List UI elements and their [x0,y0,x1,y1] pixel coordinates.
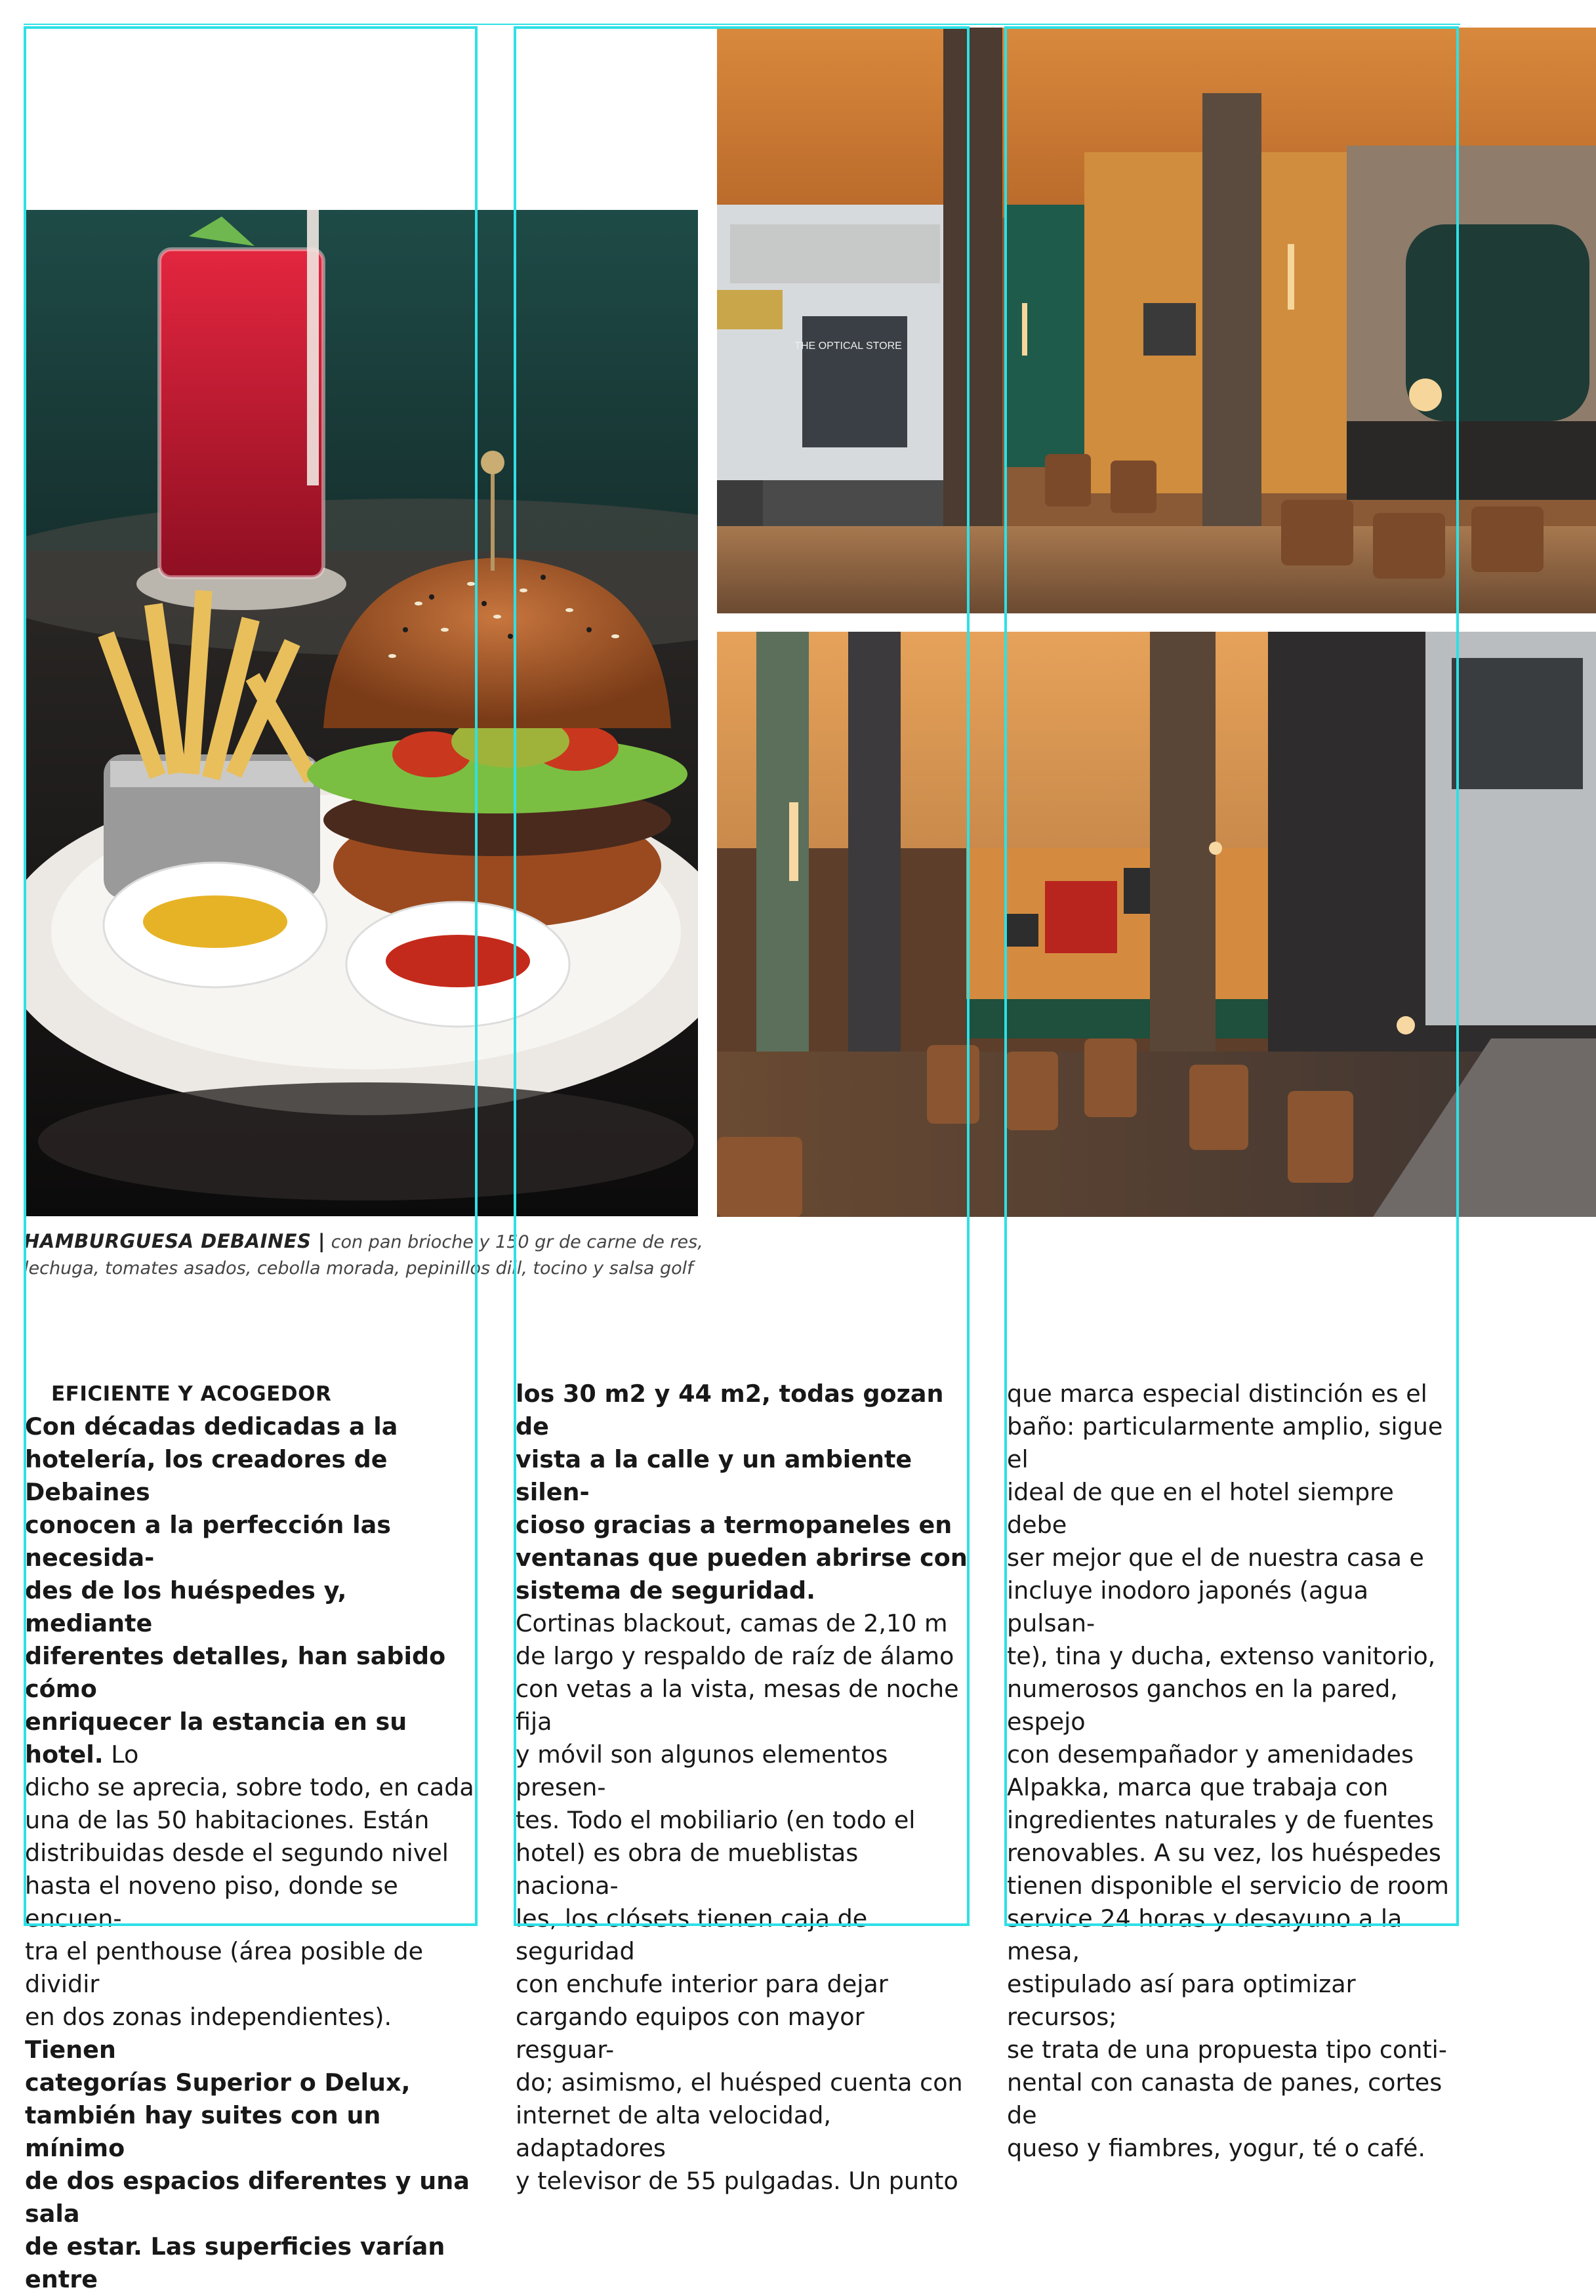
article-column-3 [1007,1378,1460,2165]
article-column-1 [25,1378,476,2296]
restaurant-bottom-photo [717,632,1596,1217]
column-2-text [516,1378,968,2198]
photo-caption [24,1228,706,1282]
burger-photo-icon [25,210,698,1216]
burger-photo [25,210,698,1216]
store-sign: THE OPTICAL STORE [794,340,902,352]
column-2-bold: los 30 m2 y 44 m2, todas gozan de vista a la calle y un ambiente silen- cioso gracias a termopaneles en ventanas que pueden abrirse con sistema de seguridad. [516,1380,968,1605]
column-1-bold-intro: Con décadas dedicadas a la hotelería, los creadores de Debaines conocen a la perfección las necesida- des de los huéspedes y, mediante diferentes detalles, han sabido cómo enriquecer la estancia en su hotel. [25,1412,446,1769]
margin-guide-top [24,24,1460,26]
restaurant-interior-icon [717,28,1596,613]
column-1-bold-end: Tienen categorías Superior o Delux, también hay suites con un mínimo de dos espacios diferentes y una sala de estar. Las superficies varían entre [25,2036,470,2293]
caption-title: HAMBURGUESA DEBAINES | [24,1230,326,1252]
article-column-2 [516,1378,968,2198]
section-heading: EFICIENTE Y ACOGEDOR [51,1382,332,1406]
column-1-text [25,1410,476,2296]
restaurant-top-photo [717,28,1596,613]
column-1-regular: Lo dicho se aprecia, sobre todo, en cada una de las 50 habitaciones. Están distribuidas desde el segundo nivel hasta el noveno piso, donde se encuen- tra el penthouse (área posible de dividir en dos zonas independientes). [25,1740,474,2031]
restaurant-dining-room-icon [717,632,1596,1217]
caption-text: con pan brioche y 150 gr de carne de res, lechuga, tomates asados, cebolla morada, pepinillos dill, tocino y salsa golf [24,1232,703,1279]
column-2-regular: Cortinas blackout, camas de 2,10 m de largo y respaldo de raíz de álamo con vetas a la vista, mesas de noche fija y móvil son algunos elementos presen- tes. Todo el mobiliario (en todo el hotel) es obra de mueblistas naciona- les, los clósets tienen caja de seguridad con enchufe interior para dejar cargando equipos con mayor resguar- do; asimismo, el huésped cuenta con internet de alta velocidad, adaptadores y televisor de 55 pulgadas. Un punto [516,1609,963,2195]
column-3-text: que marca especial distinción es el baño: particularmente amplio, sigue el ideal de que en el hotel siempre debe ser mejor que el de nuestra casa e incluye inodoro japonés (agua pulsan- te), tina y ducha, extenso vanitorio, numerosos ganchos en la pared, espejo con desempañador y amenidades Alpakka, marca que trabaja con ingredientes naturales y de fuentes renovables. A su vez, los huéspedes tienen disponible el servicio de room service 24 horas y desayuno a la mesa, estipulado así para optimizar recursos; se trata de una propuesta tipo conti- nental con canasta de panes, cortes de queso y fiambres, yogur, té o café. [1007,1380,1449,2162]
